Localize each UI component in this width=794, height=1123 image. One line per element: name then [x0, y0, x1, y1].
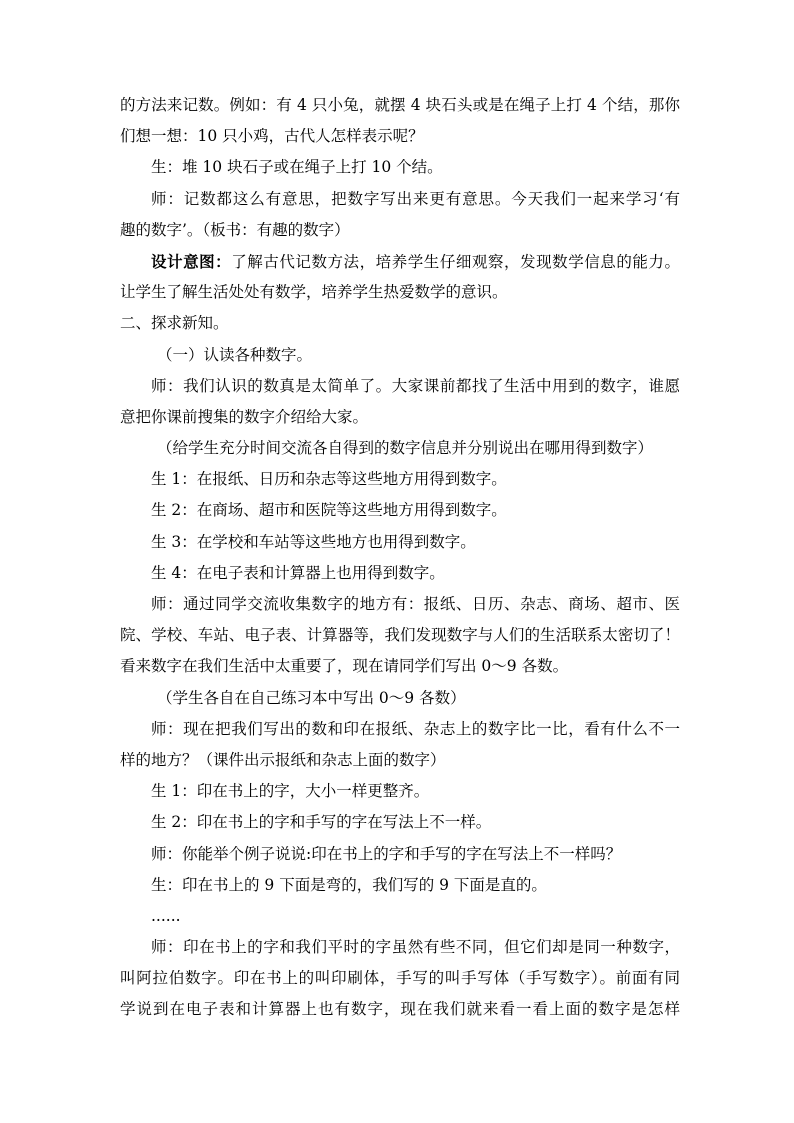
text-line: 生：堆 10 块石子或在绳子上打 10 个结。 [151, 158, 443, 177]
text-line: 的方法来记数。例如：有 4 只小兔，就摆 4 块石头或是在绳子上打 4 个结，那你 [120, 96, 680, 114]
section-heading: 二、探求新知。 [120, 314, 229, 333]
document-page [120, 90, 680, 1026]
text-line: 样的地方？（课件出示报纸和杂志上面的数字） [120, 750, 446, 769]
text-line: 叫阿拉伯数字。印在书上的叫印刷体，手写的叫手写体（手写数字）。前面有同 [120, 969, 680, 988]
subsection-heading: （一）认读各种数字。 [157, 345, 313, 364]
design-intent-text: 了解古代记数方法，培养学生仔细观察，发现数学信息的能力。 [231, 252, 680, 271]
text-line: （给学生充分时间交流各自得到的数字信息并分别说出在哪用得到数字） [157, 439, 654, 458]
design-intent-paragraph [120, 246, 680, 277]
ellipsis-line: ...... [151, 906, 181, 925]
design-intent-label: 设计意图： [151, 251, 232, 271]
text-line: 学说到在电子表和计算器上也有数字，现在我们就来看一看上面的数字是怎样 [120, 1000, 680, 1019]
text-line: 师：印在书上的字和我们平时的字虽然有些不同，但它们却是同一种数字， [151, 938, 680, 957]
text-line: 趣的数字’。（板书：有趣的数字） [120, 220, 350, 239]
text-line: 生 1：在报纸、日历和杂志等这些地方用得到数字。 [151, 470, 507, 489]
text-line: 师：现在把我们写出的数和印在报纸、杂志上的数字比一比，看有什么不一 [151, 719, 680, 738]
text-line: 让学生了解生活处处有数学，培养学生热爱数学的意识。 [120, 283, 508, 302]
text-line: 们想一想：10 只小鸡，古代人怎样表示呢？ [120, 127, 424, 146]
text-line: 生：印在书上的 9 下面是弯的，我们写的 9 下面是直的。 [151, 875, 547, 894]
text-line: 生 2：印在书上的字和手写的字在写法上不一样。 [151, 813, 492, 832]
text-line: 意把你课前搜集的数字介绍给大家。 [120, 407, 369, 426]
text-line: 院、学校、车站、电子表、计算器等，我们发现数字与人们的生活联系太密切了！ [120, 626, 680, 645]
text-line: 生 3：在学校和车站等这些地方也用得到数字。 [151, 532, 476, 551]
text-line: 师：通过同学交流收集数字的地方有：报纸、日历、杂志、商场、超市、医 [151, 595, 680, 613]
text-line: 生 2：在商场、超市和医院等这些地方用得到数字。 [151, 501, 507, 520]
text-line: 师：记数都这么有意思，把数字写出来更有意思。今天我们一起来学习‘有 [151, 189, 680, 208]
text-line: （学生各自在自己练习本中写出 0～9 各数） [157, 688, 466, 707]
text-line: 生 4：在电子表和计算器上也用得到数字。 [151, 563, 445, 582]
text-line: 师：你能举个例子说说:印在书上的字和手写的字在写法上不一样吗？ [151, 844, 622, 863]
text-line: 生 1：印在书上的字，大小一样更整齐。 [151, 782, 430, 801]
text-line: 看来数字在我们生活中太重要了，现在请同学们写出 0～9 各数。 [120, 657, 569, 676]
text-line: 师：我们认识的数真是太简单了。大家课前都找了生活中用到的数字，谁愿 [151, 376, 680, 395]
